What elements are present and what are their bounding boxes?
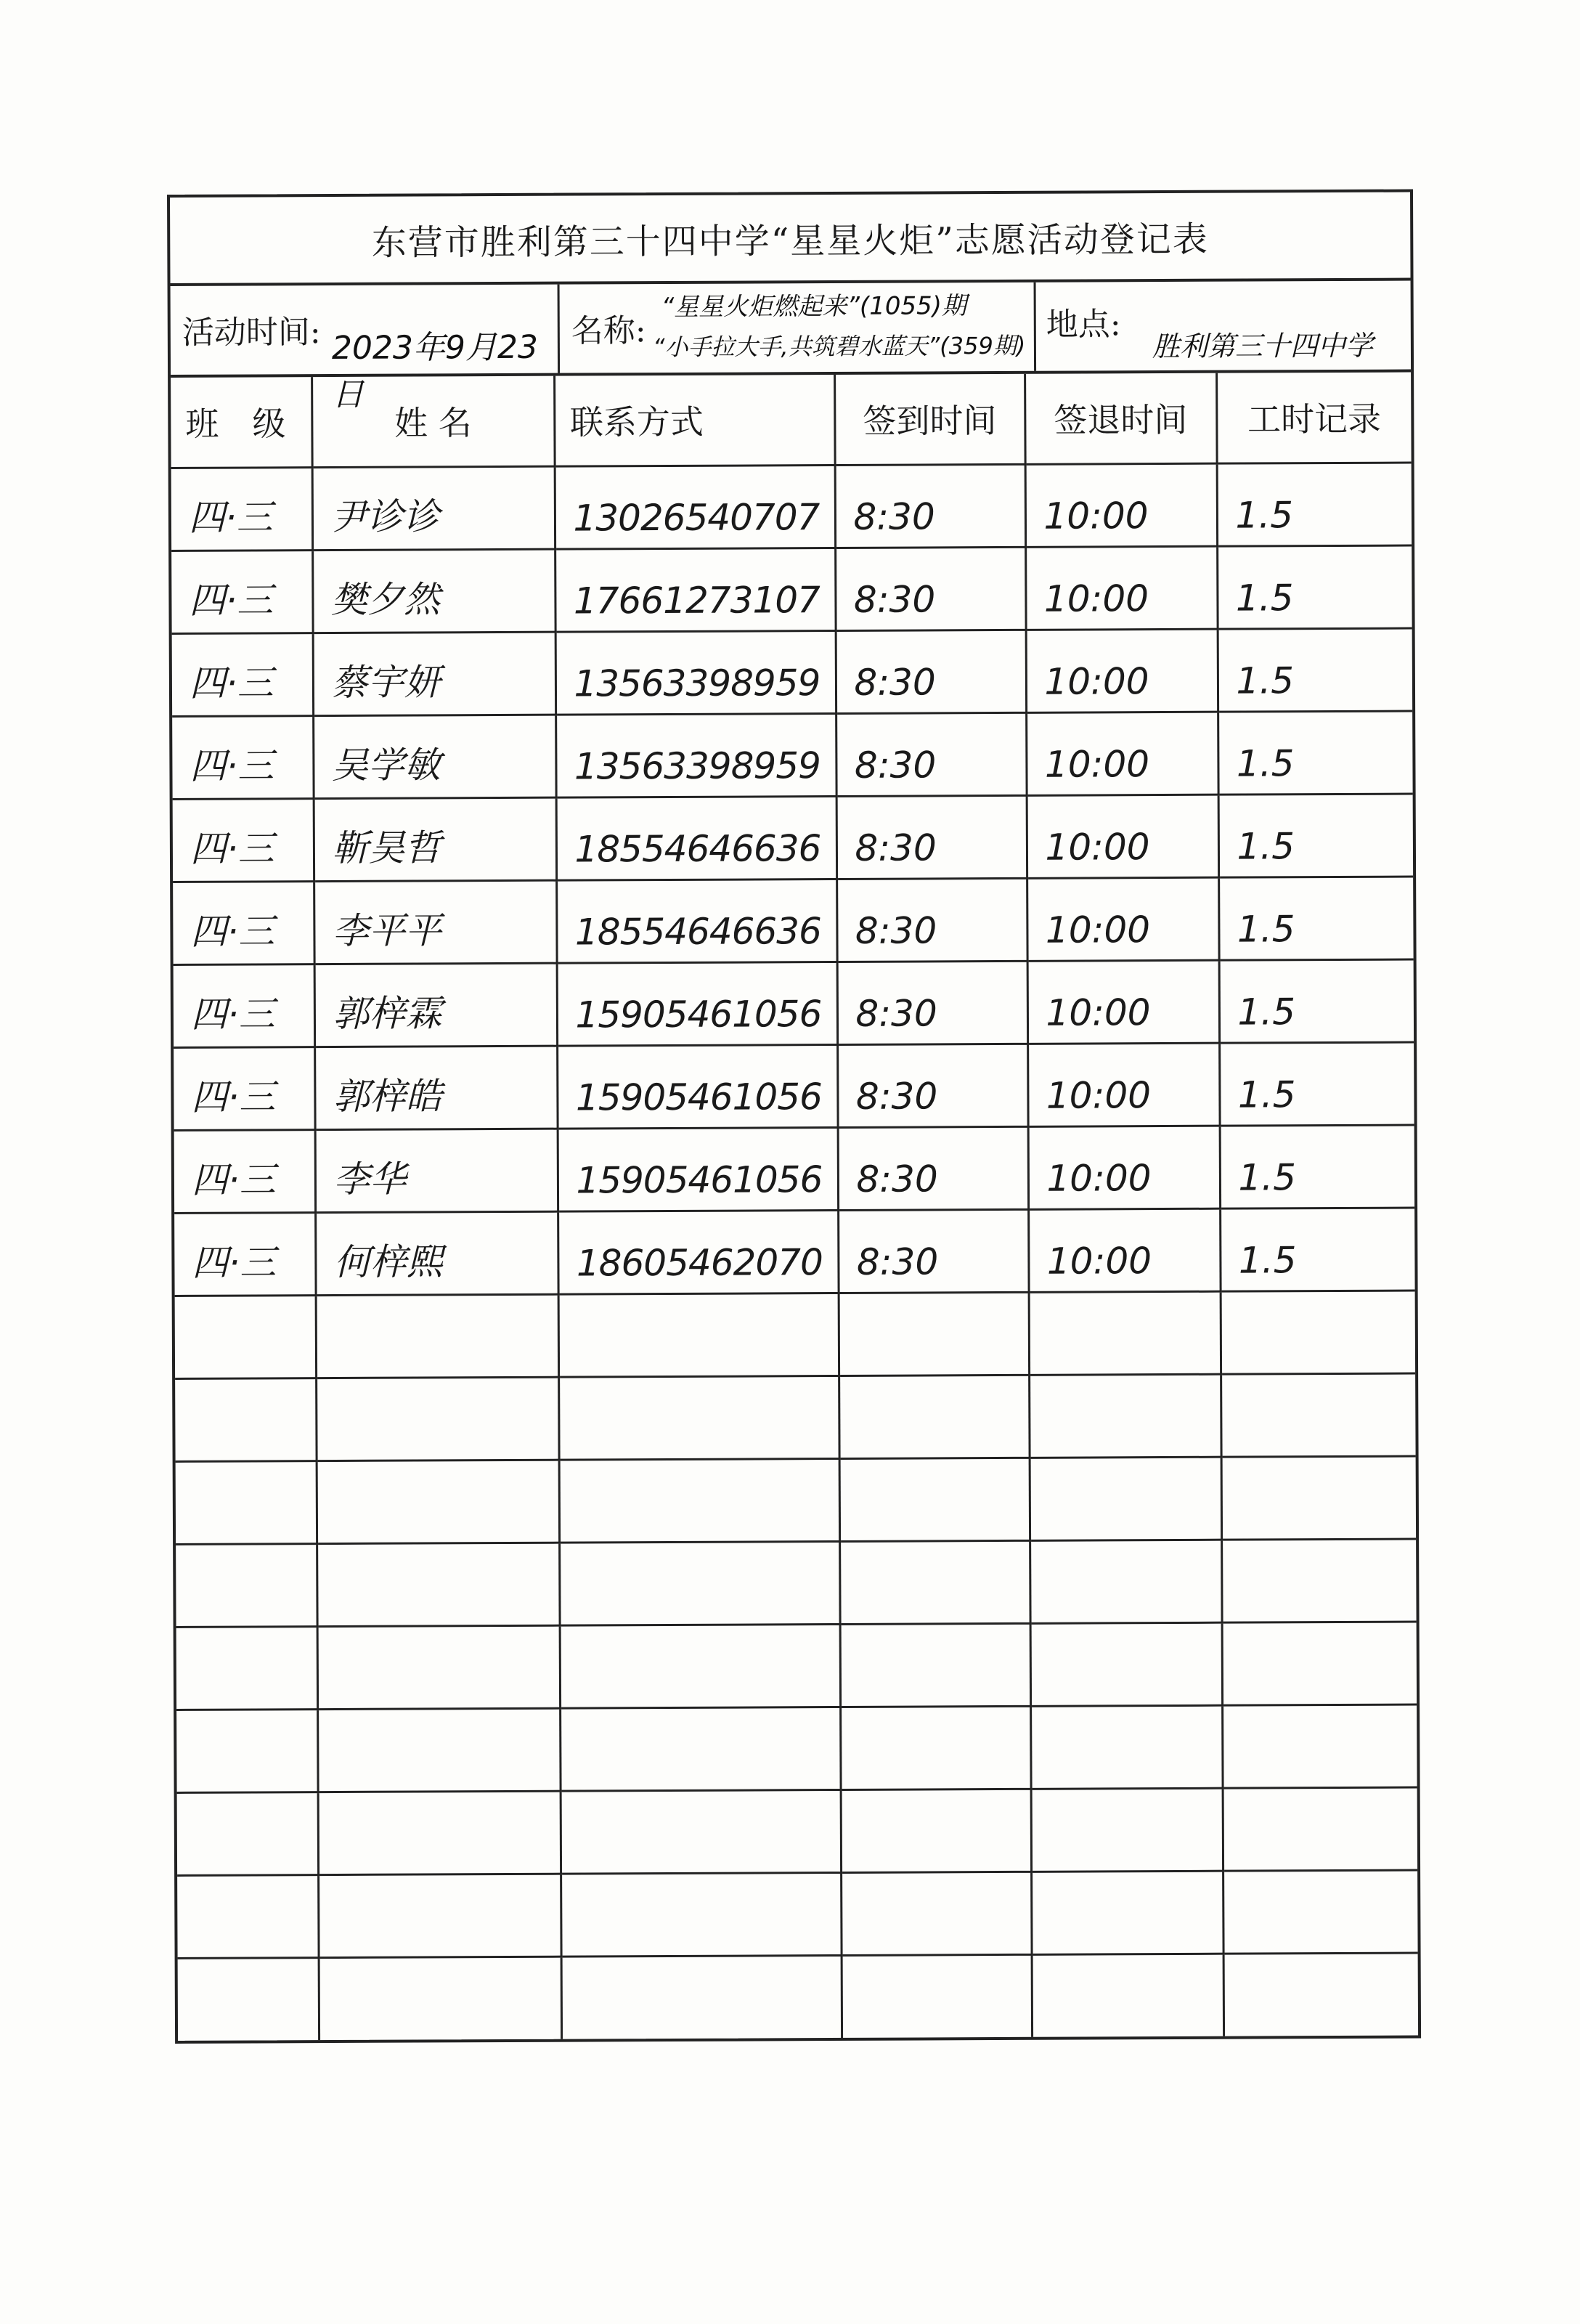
empty-cell: [176, 1460, 317, 1544]
activity-time-value: 2023年9月23日: [331, 328, 539, 414]
empty-cell: [177, 1792, 318, 1875]
cell-class: 四·三: [174, 1212, 315, 1296]
activity-name-line1: “星星火炬燃起来”(1055)期: [661, 291, 967, 322]
empty-table-row: [176, 1705, 1417, 1792]
empty-cell: [1029, 1374, 1221, 1458]
table-row: [171, 545, 1412, 633]
cell-hours: 1.5: [1220, 1125, 1414, 1208]
empty-cell: [178, 1957, 319, 2041]
empty-cell: [1223, 1953, 1418, 2036]
cell-name: 樊夕然: [312, 549, 555, 633]
empty-cell: [317, 1460, 559, 1543]
empty-table-row: [177, 1787, 1417, 1875]
empty-cell: [317, 1543, 559, 1626]
cell-name: 郭梓霖: [314, 963, 557, 1047]
cell-checkin: 8:30: [835, 464, 1025, 548]
table-row: [173, 794, 1413, 882]
empty-cell: [840, 1623, 1030, 1707]
cell-checkout: 10:00: [1026, 712, 1218, 795]
empty-cell: [317, 1625, 560, 1709]
empty-cell: [318, 1874, 561, 1957]
cell-checkout: 10:00: [1025, 546, 1217, 630]
empty-cell: [841, 1789, 1031, 1872]
empty-cell: [1221, 1456, 1416, 1540]
activity-place-label: 地点:: [1046, 306, 1121, 344]
empty-cell: [176, 1709, 317, 1792]
form-title: 东营市胜利第三十四中学“星星火炬”志愿活动登记表: [170, 192, 1411, 286]
cell-checkin: 8:30: [836, 878, 1027, 962]
cell-phone: 15905461056: [557, 962, 837, 1046]
empty-cell: [1223, 1787, 1417, 1871]
cell-hours: 1.5: [1218, 794, 1413, 877]
cell-phone: 17661273107: [555, 548, 835, 632]
cell-phone: 15905461056: [557, 1044, 837, 1129]
empty-cell: [841, 1872, 1031, 1955]
empty-table-row: [177, 1870, 1417, 1958]
empty-cell: [561, 1872, 841, 1957]
table-row: [174, 1125, 1414, 1213]
empty-cell: [319, 1957, 561, 2040]
empty-cell: [840, 1706, 1030, 1789]
activity-time-cell: [171, 285, 561, 414]
empty-cell: [316, 1294, 558, 1378]
cell-hours: 1.5: [1219, 959, 1414, 1043]
cell-phone: 18554646636: [556, 796, 836, 880]
cell-class: 四·三: [172, 715, 313, 799]
registration-form: [167, 190, 1421, 2044]
empty-cell: [175, 1295, 316, 1378]
header-class: 班 级: [171, 377, 312, 468]
activity-name-label: 名称:: [571, 312, 646, 350]
empty-cell: [839, 1375, 1029, 1458]
empty-cell: [1221, 1291, 1415, 1374]
empty-cell: [842, 1954, 1032, 2038]
cell-name: 郭梓皓: [314, 1046, 557, 1129]
empty-cell: [177, 1874, 318, 1958]
empty-table-row: [176, 1622, 1417, 1710]
cell-hours: 1.5: [1217, 545, 1412, 629]
cell-name: 李平平: [314, 880, 556, 964]
empty-cell: [839, 1540, 1030, 1624]
empty-cell: [560, 1624, 840, 1708]
header-checkin: 签到时间: [834, 374, 1025, 465]
cell-phone: 15905461056: [558, 1127, 838, 1211]
cell-name: 尹诊诊: [312, 466, 555, 550]
cell-phone: 13563398959: [555, 713, 836, 797]
cell-checkin: 8:30: [837, 961, 1027, 1044]
cell-class: 四·三: [171, 550, 312, 633]
table-row: [174, 959, 1414, 1047]
empty-cell: [176, 1543, 317, 1627]
cell-checkout: 10:00: [1027, 960, 1219, 1044]
cell-class: 四·三: [171, 467, 312, 550]
volunteer-table: [171, 373, 1418, 2041]
table-row: [172, 628, 1412, 716]
empty-cell: [1031, 1871, 1223, 1954]
cell-checkout: 10:00: [1028, 1126, 1220, 1209]
cell-phone: 13563398959: [555, 630, 836, 715]
table-row: [173, 877, 1413, 964]
empty-cell: [176, 1626, 317, 1710]
cell-checkout: 10:00: [1028, 1208, 1220, 1292]
cell-checkin: 8:30: [836, 630, 1026, 713]
empty-cell: [1221, 1539, 1416, 1622]
cell-hours: 1.5: [1218, 877, 1413, 960]
cell-name: 何梓熙: [315, 1211, 558, 1295]
empty-table-row: [176, 1539, 1416, 1627]
empty-cell: [1030, 1622, 1222, 1706]
empty-cell: [1222, 1622, 1417, 1705]
empty-cell: [316, 1377, 558, 1460]
cell-checkout: 10:00: [1025, 463, 1217, 547]
activity-place-value: 胜利第三十四中学: [1152, 329, 1374, 363]
cell-class: 四·三: [173, 798, 314, 882]
empty-cell: [560, 1707, 840, 1791]
table-row: [174, 1208, 1414, 1296]
empty-cell: [1031, 1788, 1223, 1872]
cell-checkin: 8:30: [835, 547, 1025, 630]
cell-class: 四·三: [174, 1047, 314, 1130]
empty-cell: [559, 1458, 839, 1543]
cell-name: 蔡宇妍: [313, 632, 555, 715]
empty-cell: [318, 1791, 561, 1874]
cell-phone: 18554646636: [556, 879, 836, 963]
table-row: [174, 1042, 1414, 1130]
cell-class: 四·三: [174, 1129, 315, 1213]
cell-checkout: 10:00: [1026, 629, 1218, 712]
empty-cell: [1222, 1705, 1417, 1788]
cell-checkout: 10:00: [1027, 1043, 1219, 1126]
cell-hours: 1.5: [1220, 1208, 1414, 1291]
header-name: 姓 名: [311, 376, 555, 467]
empty-cell: [317, 1708, 560, 1792]
empty-cell: [561, 1955, 842, 2039]
empty-table-row: [178, 1953, 1418, 2041]
header-checkout: 签退时间: [1025, 373, 1217, 464]
empty-cell: [1030, 1540, 1221, 1623]
cell-checkin: 8:30: [836, 795, 1027, 879]
empty-cell: [1030, 1457, 1221, 1540]
cell-class: 四·三: [174, 964, 314, 1047]
cell-checkout: 10:00: [1027, 877, 1218, 961]
empty-cell: [561, 1789, 841, 1874]
cell-checkin: 8:30: [837, 1044, 1027, 1127]
empty-cell: [1221, 1373, 1415, 1457]
cell-name: 李华: [315, 1129, 558, 1212]
activity-time-label: 活动时间:: [182, 314, 321, 352]
table-row: [172, 711, 1412, 799]
cell-class: 四·三: [172, 633, 313, 716]
cell-hours: 1.5: [1219, 1042, 1414, 1126]
empty-cell: [1029, 1291, 1221, 1375]
empty-cell: [558, 1293, 839, 1377]
empty-cell: [1223, 1870, 1417, 1954]
empty-cell: [839, 1458, 1030, 1541]
cell-name: 靳昊哲: [314, 797, 556, 881]
empty-cell: [175, 1378, 316, 1461]
cell-hours: 1.5: [1218, 711, 1412, 795]
empty-cell: [559, 1541, 839, 1625]
cell-checkin: 8:30: [836, 712, 1026, 796]
activity-name-cell: [560, 283, 1037, 373]
cell-checkin: 8:30: [838, 1209, 1028, 1293]
empty-table-row: [176, 1456, 1416, 1544]
table-row: [171, 463, 1412, 550]
activity-place-cell: [1036, 281, 1412, 371]
cell-name: 吴学敏: [313, 715, 555, 798]
header-contact: 联系方式: [554, 375, 835, 466]
empty-cell: [558, 1376, 839, 1460]
activity-info-row: [171, 281, 1412, 414]
cell-phone: 18605462070: [558, 1210, 838, 1294]
cell-phone: 13026540707: [555, 465, 835, 549]
cell-hours: 1.5: [1217, 463, 1412, 546]
activity-name-line2: “小手拉大手,共筑碧水蓝天”(359期): [652, 331, 1026, 362]
cell-checkout: 10:00: [1027, 795, 1218, 878]
empty-cell: [1032, 1954, 1223, 2037]
header-hours: 工时记录: [1216, 373, 1412, 463]
cell-checkin: 8:30: [838, 1126, 1028, 1210]
empty-table-row: [175, 1373, 1415, 1461]
cell-class: 四·三: [173, 881, 314, 964]
empty-cell: [839, 1292, 1029, 1376]
empty-table-row: [175, 1291, 1415, 1378]
cell-hours: 1.5: [1218, 628, 1412, 712]
empty-cell: [1030, 1705, 1222, 1789]
table-body: [171, 463, 1418, 2041]
